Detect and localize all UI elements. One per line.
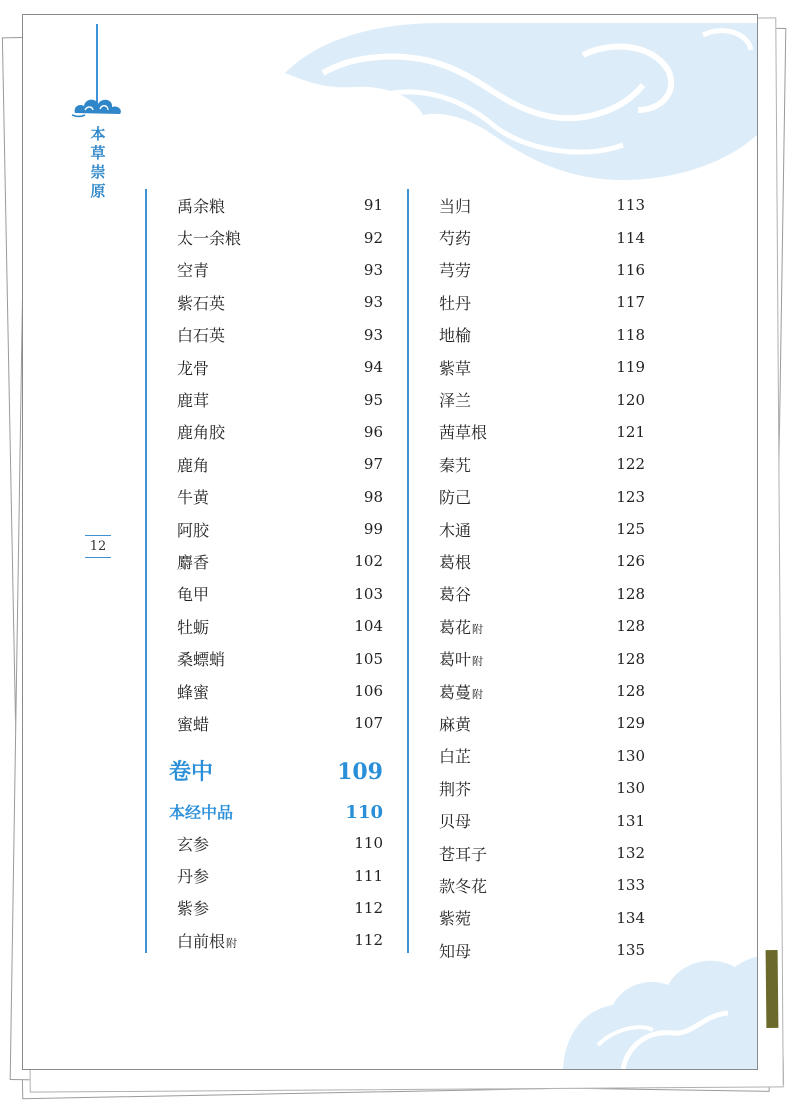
entry-title (439, 809, 471, 832)
toc-entry[interactable] (177, 707, 383, 739)
toc-entry[interactable] (439, 481, 645, 513)
entry-name: 桑螵蛸 (177, 650, 226, 670)
toc-entry[interactable] (177, 351, 383, 383)
entry-suffix: 附 (472, 655, 484, 669)
entry-name: 苍耳子 (439, 844, 488, 864)
entry-title (439, 388, 471, 411)
entry-title (439, 485, 471, 508)
toc-entry[interactable] (439, 416, 645, 448)
entry-page: 114 (616, 228, 645, 247)
toc-entry[interactable] (439, 902, 645, 934)
entry-page: 106 (354, 682, 383, 701)
entry-name: 龟甲 (177, 585, 210, 605)
page-number: 12 (85, 535, 111, 558)
entry-page: 99 (363, 520, 383, 539)
entry-name: 麝香 (177, 552, 210, 572)
entry-title (177, 550, 209, 573)
toc-entry[interactable] (439, 189, 645, 221)
entry-name: 紫草 (439, 358, 472, 378)
entry-page: 125 (616, 520, 645, 539)
toc-entry[interactable] (439, 610, 645, 642)
toc-entry[interactable] (439, 319, 645, 351)
entry-page: 98 (363, 487, 383, 506)
entry-title (177, 388, 209, 411)
column-rule-right (407, 189, 409, 953)
entry-page: 133 (616, 876, 645, 895)
entry-page: 132 (616, 844, 645, 862)
entry-page: 121 (616, 422, 645, 441)
entry-title (177, 453, 209, 476)
entry-title (439, 258, 471, 281)
entry-name: 木通 (439, 520, 472, 540)
toc-column-right (439, 189, 645, 966)
entry-title (439, 420, 487, 443)
entry-title (439, 939, 471, 962)
entry-name: 鹿角 (177, 455, 210, 475)
entry-title (439, 680, 483, 703)
entry-title (177, 518, 209, 541)
entry-name: 葛蔓 (439, 682, 472, 702)
entry-page: 123 (616, 487, 645, 506)
entry-name: 葛根 (439, 552, 472, 572)
entry-name: 鹿角胶 (177, 423, 226, 443)
entry-page: 112 (354, 898, 383, 917)
cloud-ornament-icon (71, 93, 125, 119)
toc-entry[interactable] (177, 448, 383, 480)
entry-page: 112 (354, 931, 383, 950)
entry-page: 130 (616, 779, 645, 798)
entry-page: 93 (363, 325, 383, 344)
toc-entry[interactable] (177, 675, 383, 707)
entry-name: 麻黄 (439, 714, 472, 734)
entry-page: 104 (354, 617, 383, 636)
entry-name: 龙骨 (177, 358, 210, 378)
entry-name: 茜草根 (439, 423, 488, 443)
volume-title: 卷中 (169, 759, 214, 785)
entry-page: 110 (354, 834, 383, 853)
toc-entry[interactable] (177, 319, 383, 351)
toc-column-left-continued (177, 827, 383, 957)
toc-entry[interactable] (439, 221, 645, 253)
entry-page: 116 (616, 260, 645, 279)
volume-page: 109 (337, 759, 383, 785)
toc-entry[interactable] (439, 545, 645, 577)
entry-title (439, 226, 471, 249)
book-edge (766, 950, 779, 1028)
entry-name: 当归 (439, 196, 472, 216)
entry-title (439, 615, 483, 638)
entry-title (177, 712, 209, 735)
entry-title (439, 647, 483, 670)
entry-title (177, 929, 237, 952)
entry-title (439, 291, 471, 314)
toc-entry[interactable] (439, 578, 645, 610)
entry-page: 118 (616, 325, 645, 344)
entry-page: 92 (363, 228, 383, 247)
entry-page: 128 (616, 649, 645, 668)
entry-page: 134 (616, 908, 645, 927)
entry-title (439, 453, 471, 476)
entry-name: 阿胶 (177, 520, 210, 540)
entry-title (439, 582, 471, 605)
entry-title (177, 832, 209, 855)
entry-page: 119 (616, 358, 645, 377)
entry-name: 鹿茸 (177, 391, 210, 411)
entry-title (439, 842, 487, 865)
entry-name: 紫菀 (439, 909, 472, 929)
entry-page: 103 (354, 584, 383, 603)
entry-name: 葛谷 (439, 585, 472, 605)
toc-entry[interactable] (439, 837, 645, 869)
entry-title (177, 647, 225, 670)
entry-title (439, 744, 471, 767)
section-page: 110 (345, 802, 383, 823)
toc-entry[interactable] (177, 545, 383, 577)
entry-title (439, 874, 487, 897)
entry-title (177, 615, 209, 638)
entry-page: 93 (363, 260, 383, 279)
entry-page: 93 (363, 293, 383, 312)
entry-name: 芍药 (439, 229, 472, 249)
entry-title (177, 194, 225, 217)
entry-title (439, 906, 471, 929)
entry-name: 蜂蜜 (177, 682, 210, 702)
entry-title (177, 291, 225, 314)
toc-entry[interactable] (177, 578, 383, 610)
entry-page: 94 (363, 358, 383, 377)
entry-name: 牡蛎 (177, 617, 210, 637)
entry-name: 白芷 (439, 747, 472, 767)
toc-entry[interactable] (177, 416, 383, 448)
entry-title (439, 323, 471, 346)
book-page (22, 14, 758, 1070)
toc-entry[interactable] (439, 286, 645, 318)
entry-page: 120 (616, 390, 645, 409)
entry-page: 91 (363, 196, 383, 215)
entry-name: 太一余粮 (177, 229, 242, 249)
toc-entry[interactable] (439, 448, 645, 480)
entry-page: 126 (616, 552, 645, 571)
entry-page: 117 (616, 293, 645, 312)
toc-entry[interactable] (439, 804, 645, 836)
toc-entry[interactable] (177, 859, 383, 891)
toc-entry[interactable] (439, 513, 645, 545)
entry-title (439, 550, 471, 573)
toc-entry[interactable] (439, 740, 645, 772)
entry-title (439, 194, 471, 217)
entry-name: 芎劳 (439, 261, 472, 281)
entry-name: 丹参 (177, 867, 210, 887)
entry-page: 131 (616, 811, 645, 830)
section-title: 本经中品 (169, 803, 234, 822)
entry-name: 牛黄 (177, 488, 210, 508)
entry-page: 105 (354, 649, 383, 668)
entry-title (439, 777, 471, 800)
entry-name: 款冬花 (439, 876, 488, 896)
entry-page: 97 (363, 455, 383, 474)
entry-title (177, 680, 209, 703)
entry-title (177, 356, 209, 379)
entry-page: 107 (354, 714, 383, 733)
entry-title (439, 356, 471, 379)
entry-name: 白前根 (177, 931, 226, 951)
toc-entry[interactable] (177, 383, 383, 415)
entry-suffix: 附 (472, 687, 484, 701)
entry-page: 128 (616, 682, 645, 701)
toc-entry[interactable] (177, 254, 383, 286)
entry-name: 葛花 (439, 617, 472, 637)
cloud-decoration-bottom (23, 15, 757, 1069)
toc-entry[interactable] (439, 675, 645, 707)
entry-title (439, 518, 471, 541)
entry-name: 贝母 (439, 812, 472, 832)
toc-entry[interactable] (177, 827, 383, 859)
entry-page: 135 (616, 941, 645, 960)
entry-page: 95 (363, 390, 383, 409)
entry-page: 128 (616, 617, 645, 636)
entry-title (177, 896, 209, 919)
toc-column-left (177, 189, 383, 740)
entry-name: 牡丹 (439, 293, 472, 313)
entry-page: 102 (354, 552, 383, 571)
entry-page: 113 (616, 196, 645, 215)
entry-name: 秦艽 (439, 455, 472, 475)
entry-page: 122 (616, 455, 645, 474)
entry-name: 紫参 (177, 899, 210, 919)
entry-name: 禹余粮 (177, 196, 226, 216)
toc-entry[interactable] (439, 642, 645, 674)
entry-title (177, 582, 209, 605)
entry-name: 地榆 (439, 326, 472, 346)
section-heading[interactable] (169, 800, 383, 823)
entry-title (177, 485, 209, 508)
toc-entry[interactable] (439, 351, 645, 383)
running-title: 本草崇原 (90, 125, 106, 200)
entry-name: 荆芥 (439, 779, 472, 799)
entry-page: 128 (616, 584, 645, 603)
toc-entry[interactable] (177, 189, 383, 221)
entry-title (177, 226, 241, 249)
entry-title (177, 323, 225, 346)
entry-title (177, 420, 225, 443)
entry-title (177, 864, 209, 887)
entry-page: 96 (363, 422, 383, 441)
entry-title (177, 258, 209, 281)
column-rule-left (145, 189, 147, 953)
entry-page: 129 (616, 714, 645, 733)
entry-name: 白石英 (177, 326, 226, 346)
running-head-line (96, 24, 98, 104)
entry-name: 防己 (439, 488, 472, 508)
entry-suffix: 附 (472, 622, 484, 636)
entry-name: 玄参 (177, 834, 210, 854)
entry-title (439, 712, 471, 735)
toc-entry[interactable] (439, 254, 645, 286)
entry-suffix: 附 (226, 936, 238, 950)
toc-entry[interactable] (177, 924, 383, 956)
toc-entry[interactable] (177, 892, 383, 924)
entry-page: 130 (616, 746, 645, 765)
toc-entry[interactable] (177, 286, 383, 318)
toc-entry[interactable] (439, 707, 645, 739)
toc-entry[interactable] (177, 481, 383, 513)
entry-name: 蜜蜡 (177, 714, 210, 734)
toc-entry[interactable] (439, 383, 645, 415)
toc-entry[interactable] (439, 772, 645, 804)
volume-heading[interactable] (169, 755, 383, 786)
entry-page: 111 (354, 866, 383, 885)
toc-entry[interactable] (177, 642, 383, 674)
toc-entry[interactable] (439, 869, 645, 901)
entry-name: 葛叶 (439, 650, 472, 670)
toc-entry[interactable] (177, 610, 383, 642)
toc-entry[interactable] (177, 513, 383, 545)
toc-entry[interactable] (439, 934, 645, 966)
entry-name: 空青 (177, 261, 210, 281)
entry-name: 知母 (439, 941, 472, 961)
entry-name: 泽兰 (439, 391, 472, 411)
toc-entry[interactable] (177, 221, 383, 253)
entry-name: 紫石英 (177, 293, 226, 313)
